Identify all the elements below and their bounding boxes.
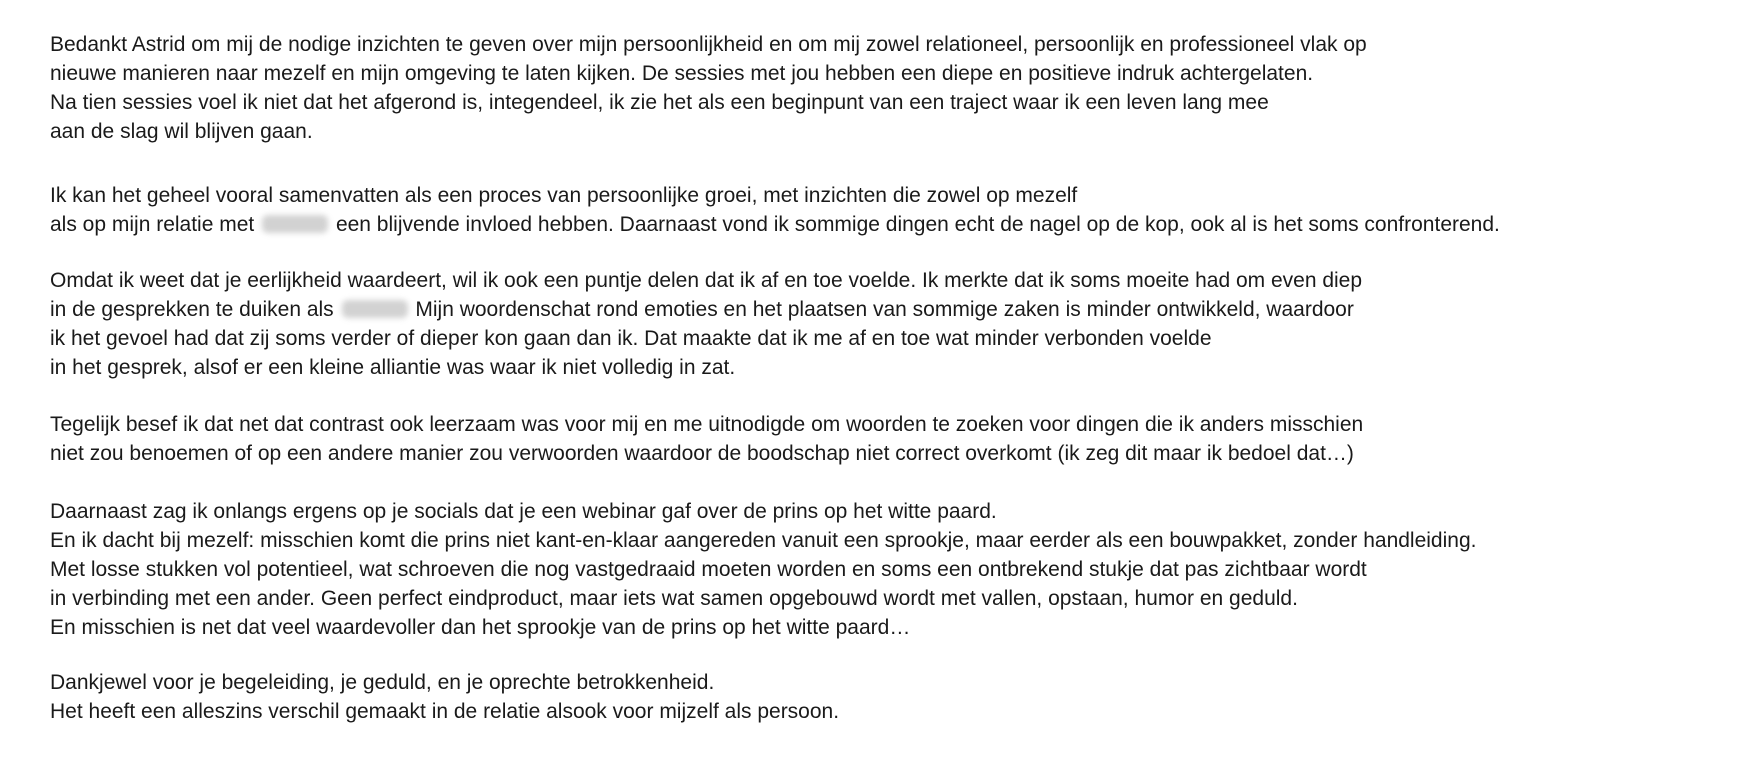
text-line: Dankjewel voor je begeleiding, je geduld, en je oprechte betrokkenheid.: [50, 671, 715, 694]
text-line: Na tien sessies voel ik niet dat het afgerond is, integendeel, ik zie het als een beginpunt van een traject waar ik een leven lang mee: [50, 91, 1269, 114]
text-line: Bedankt Astrid om mij de nodige inzichten te geven over mijn persoonlijkheid en om mij zowel relationeel, persoonlijk en professioneel vlak op: [50, 33, 1367, 56]
text-line: En ik dacht bij mezelf: misschien komt die prins niet kant-en-klaar aangereden vanuit een sprookje, maar eerder als een bouwpakket, zonder handleiding.: [50, 529, 1477, 552]
text-line: niet zou benoemen of op een andere manier zou verwoorden waardoor de boodschap niet correct overkomt (ik zeg dit maar ik bedoel dat…): [50, 442, 1354, 465]
redacted-name: [262, 215, 328, 233]
text-line: Tegelijk besef ik dat net dat contrast ook leerzaam was voor mij en me uitnodigde om woorden te zoeken voor dingen die ik anders misschien: [50, 413, 1364, 436]
text-line: in verbinding met een ander. Geen perfect eindproduct, maar iets wat samen opgebouwd wordt met vallen, opstaan, humor en geduld.: [50, 587, 1298, 610]
text-line: in het gesprek, alsof er een kleine alliantie was waar ik niet volledig in zat.: [50, 356, 736, 379]
text-line: aan de slag wil blijven gaan.: [50, 120, 313, 143]
text-fragment: als op mijn relatie met: [50, 213, 255, 236]
text-line: En misschien is net dat veel waardevoller dan het sprookje van de prins op het witte paard…: [50, 616, 911, 639]
text-fragment: een blijvende invloed hebben. Daarnaast vond ik sommige dingen echt de nagel op de kop, ook al is het soms confronterend.: [335, 213, 1500, 236]
text-line: Met losse stukken vol potentieel, wat schroeven die nog vastgedraaid moeten worden en soms een ontbrekend stukje dat pas zichtbaar wordt: [50, 558, 1367, 581]
text-fragment: in de gesprekken te duiken als: [50, 298, 334, 321]
text-fragment: Mijn woordenschat rond emoties en het plaatsen van sommige zaken is minder ontwikkeld, waardoor: [415, 298, 1354, 321]
text-line: ik het gevoel had dat zij soms verder of dieper kon gaan dan ik. Dat maakte dat ik me af en toe wat minder verbonden voelde: [50, 327, 1212, 350]
paragraph-4: [50, 410, 1363, 468]
paragraph-3: [50, 266, 1362, 382]
paragraph-6: [50, 668, 839, 726]
text-line: Het heeft een alleszins verschil gemaakt in de relatie alsook voor mijzelf als persoon.: [50, 700, 840, 723]
paragraph-1: [50, 30, 1367, 146]
redacted-name: [342, 300, 408, 318]
paragraph-2: [50, 181, 1500, 239]
paragraph-5: [50, 497, 1476, 642]
text-line: Omdat ik weet dat je eerlijkheid waardeert, wil ik ook een puntje delen dat ik af en toe voelde. Ik merkte dat ik soms moeite had om even diep: [50, 269, 1363, 292]
text-line: nieuwe manieren naar mezelf en mijn omgeving te laten kijken. De sessies met jou hebben een diepe en positieve indruk achtergelaten.: [50, 62, 1314, 85]
text-line-with-redaction: [50, 295, 1362, 324]
text-line: Daarnaast zag ik onlangs ergens op je socials dat je een webinar gaf over de prins op het witte paard.: [50, 500, 997, 523]
text-line-with-redaction: [50, 210, 1500, 239]
text-line: Ik kan het geheel vooral samenvatten als een proces van persoonlijke groei, met inzichten die zowel op mezelf: [50, 184, 1078, 207]
